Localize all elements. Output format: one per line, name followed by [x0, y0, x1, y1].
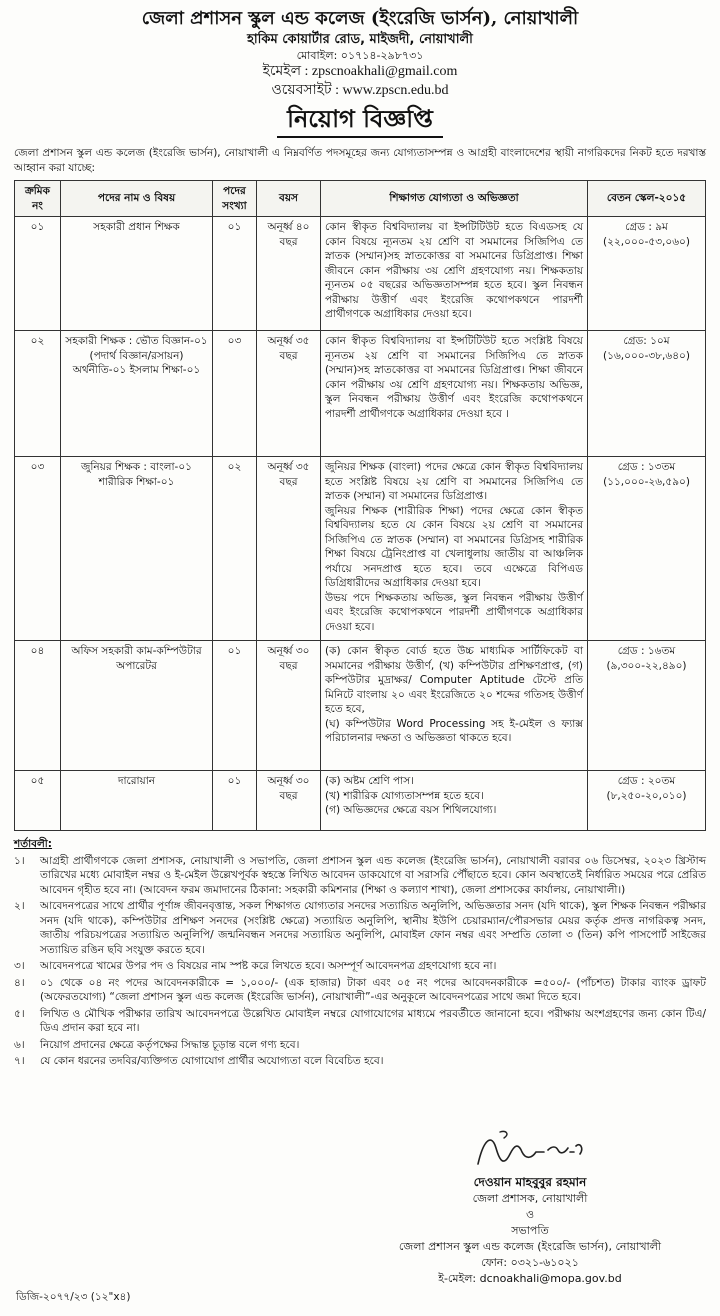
requirements-text: (ক) অষ্টম শ্রেণি পাস। — [325, 775, 414, 788]
signature-mark — [380, 1128, 680, 1174]
row-age: অনূর্ধ্ব ৩৫ বছর — [257, 457, 321, 641]
salary-grade: গ্রেড : ২০তম — [617, 775, 676, 788]
term-item — [14, 854, 706, 897]
term-item — [14, 976, 706, 1005]
requirements-text: জুনিয়র শিক্ষক (শারীরিক শিক্ষা) পদের ক্ষেত্রে কোন স্বীকৃত বিশ্ববিদ্যালয় হতে যে কোন বিষয়ে ২য় শ্রেণি বা সমমানের সিজিপিএ তে স্নাতক (সম্মান) বা সমমানের ডিগ্রিসহ শারীরিক শিক্ষা বিষয়ে ট্রেনিংপ্রাপ্ত বা খেলাধুলায় জাতীয় বা আঞ্চলিক পর্যায়ে সনদপ্রাপ্ত হতে হবে। তবে এক্ষেত্রে বিপিএড ডিগ্রিধারীদের অগ্রাধিকার দেওয়া হবে। — [325, 504, 583, 590]
term-number: ৭। — [14, 1055, 25, 1067]
signature-block — [380, 1128, 680, 1287]
row-sl: ০৫ — [15, 771, 61, 831]
term-text: যে কোন ধরনের তদবির/ব্যক্তিগত যোগাযোগ প্রার্থীর অযোগ্যতা বলে বিবেচিত হবে। — [40, 1055, 384, 1067]
row-age: অনূর্ধ্ব ৪০ বছর — [257, 217, 321, 331]
org-name: জেলা প্রশাসন স্কুল এন্ড কলেজ (ইংরেজি ভার্সন), নোয়াখালী — [141, 8, 579, 29]
signatory-institution: জেলা প্রশাসন স্কুল এন্ড কলেজ (ইংরেজি ভার্সন), নোয়াখালী — [398, 1240, 662, 1254]
row-requirements — [321, 457, 588, 641]
posts-table — [14, 180, 706, 831]
salary-grade: গ্রেড : ১৬তম — [617, 645, 676, 658]
term-number: ১। — [14, 854, 25, 867]
salary-scale: (২২,০০০-৫৩,০৬০) — [603, 235, 690, 248]
table-row — [15, 457, 706, 641]
row-salary — [588, 641, 706, 771]
org-email: ইমেইল : zpscnoakhali@gmail.com — [262, 64, 458, 80]
col-header-post: পদের নাম ও বিষয় — [61, 181, 213, 217]
salary-grade: গ্রেড: ১০ম — [623, 335, 670, 348]
org-website: ওয়েবসাইট : www.zpscn.edu.bd — [271, 82, 449, 98]
row-age: অনূর্ধ্ব ৩০ বছর — [257, 641, 321, 771]
requirements-text: জুনিয়র শিক্ষক (বাংলা) পদের ক্ষেত্রে কোন স্বীকৃত বিশ্ববিদ্যালয় হতে সংশ্লিষ্ট বিষয়ে ২য় শ্রেণি বা সমমানের সিজিপিএ তে স্নাতক (সম্মান) বা সমমানের ডিগ্রিপ্রাপ্ত। — [325, 461, 583, 503]
term-text: আগ্রহী প্রার্থীগণকে জেলা প্রশাসক, নোয়াখালী ও সভাপতি, জেলা প্রশাসন স্কুল এন্ড কলেজ (ইংরেজি ভার্সন), নোয়াখালী বরাবর ০৬ ডিসেম্বর, ২০২৩ খ্রিস্টাব্দ তারিখের মধ্যে মোবাইল নম্বর ও ই-মেইল উল্লেখপূর্বক স্বহস্তে লিখিত আবেদন ডাকযোগে বা সরাসরি পৌঁছাতে হবে। কোন অবস্থাতেই নির্ধারিত সময়ের পরে প্রেরিত আবেদন গৃহীত হবে না। (আবেদন ফরম জমাদানের ঠিকানা: সহকারী কমিশনার (শিক্ষা ও কল্যাণ শাখা), জেলা প্রশাসকের কার্যালয়, নোয়াখালী।) — [40, 854, 706, 896]
term-text: নিয়োগ প্রদানের ক্ষেত্রে কর্তৃপক্ষের সিদ্ধান্ত চূড়ান্ত বলে গণ্য হবে। — [40, 1038, 300, 1051]
print-code: ডিজি-২০৭৭/২৩ (১২"x৪) — [16, 1291, 131, 1303]
row-count: ০১ — [213, 771, 257, 831]
term-item — [14, 959, 706, 973]
row-requirements — [321, 217, 588, 331]
term-text: আবেদনপত্রে খামের উপর পদ ও বিষয়ের নাম স্পষ্ট করে লিখতে হবে। অসম্পূর্ণ আবেদনপত্র গ্রহণযোগ্য হবে না। — [40, 960, 497, 973]
table-row — [15, 217, 706, 331]
signatory-conj: ও — [525, 1208, 535, 1222]
row-post: অফিস সহকারী কাম-কম্পিউটার অপারেটর — [61, 641, 213, 771]
row-post: সহকারী শিক্ষক : ভৌত বিজ্ঞান-০১ (পদার্থ বিজ্ঞান/রসায়ন) অর্থনীতি-০১ ইসলাম শিক্ষা-০১ — [61, 331, 213, 457]
terms-section — [14, 837, 706, 1068]
term-number: ৬। — [14, 1038, 25, 1051]
term-number: ২। — [14, 900, 25, 913]
row-salary — [588, 771, 706, 831]
salary-scale: (৮,২৫০-২০,০১০) — [606, 789, 687, 802]
table-header-row — [15, 181, 706, 217]
term-text: আবেদনপত্রের সাথে প্রার্থীর পূর্ণাঙ্গ জীবনবৃত্তান্ত, সকল শিক্ষাগত যোগ্যতার সনদের সত্যায়িত অনুলিপি, অভিজ্ঞতার সনদ (যদি থাকে), স্কুল শিক্ষক নিবন্ধন পরীক্ষার সনদ (যদি থাকে), কম্পিউটার প্রশিক্ষণ সনদের (সংশ্লিষ্ট ক্ষেত্রে) সত্যায়িত অনুলিপি, স্থানীয় ইউপি চেয়ারম্যান/পৌরসভার মেয়র কর্তৃক প্রদত্ত নাগরিকত্ব সনদ, জাতীয় পরিচয়পত্রের সত্যায়িত অনুলিপি/ জন্মনিবন্ধন সনদের সত্যায়িত অনুলিপি, মোবাইল ফোন নম্বর এবং সম্প্রতি তোলা ৩ (তিন) কপি পাসপোর্ট সাইজের সত্যায়িত রঙিন ছবি সংযুক্ত করতে হবে। — [40, 900, 706, 956]
col-header-count: পদের সংখ্যা — [213, 181, 257, 217]
col-header-sl: ক্রমিক নং — [15, 181, 61, 217]
requirements-text: উভয় পদে শিক্ষকতায় অভিজ্ঞ, স্কুল নিবন্ধন পরীক্ষায় উত্তীর্ণ এবং ইংরেজি কথোপকথনে পারদর্শী প্রার্থীগণকে অগ্রাধিকার দেওয়া হবে। — [325, 591, 583, 633]
row-salary — [588, 457, 706, 641]
table-row — [15, 771, 706, 831]
salary-scale: (৯,৩০০-২২,৪৯০) — [606, 659, 687, 672]
row-salary — [588, 217, 706, 331]
signatory-designation: জেলা প্রশাসক, নোয়াখালী — [472, 1192, 588, 1206]
row-age: অনূর্ধ্ব ৩০ বছর — [257, 771, 321, 831]
row-count: ০১ — [213, 217, 257, 331]
term-text: লিখিত ও মৌখিক পরীক্ষার তারিখ আবেদনপত্রে উল্লেখিত মোবাইল নম্বরে যোগাযোগের মাধ্যমে পরবর্তীতে জানানো হবে। পরীক্ষায় অংশগ্রহণের জন্য কোন টিএ/ডিএ প্রদান করা হবে না। — [40, 1007, 706, 1035]
row-salary — [588, 331, 706, 457]
row-post: সহকারী প্রধান শিক্ষক — [61, 217, 213, 331]
table-row — [15, 641, 706, 771]
signatory-role: সভাপতি — [511, 1224, 549, 1238]
term-number: ৫। — [14, 1007, 25, 1020]
row-sl: ০১ — [15, 217, 61, 331]
salary-scale: (১৬,০০০-৩৮,৬৪০) — [603, 349, 690, 362]
handwritten-signature-icon — [470, 1128, 590, 1174]
term-number: ৪। — [14, 976, 25, 989]
term-item — [14, 1007, 706, 1036]
notice-title: নিয়োগ বিজ্ঞপ্তি — [277, 104, 443, 138]
col-header-requirements: শিক্ষাগত যোগ্যতা ও অভিজ্ঞতা — [321, 181, 588, 217]
col-header-salary: বেতন স্কেল-২০১৫ — [588, 181, 706, 217]
row-count: ০২ — [213, 457, 257, 641]
term-number: ৩। — [14, 960, 25, 973]
org-address: হাকিম কোয়ার্টার রোড, মাইজদী, নোয়াখালী — [247, 31, 473, 47]
term-item — [14, 1054, 706, 1068]
terms-title: শর্তাবলী: — [14, 838, 53, 851]
salary-grade: গ্রেড : ৯ম — [625, 221, 668, 234]
row-age: অনূর্ধ্ব ৩৫ বছর — [257, 331, 321, 457]
salary-grade: গ্রেড : ১৩তম — [617, 461, 676, 474]
table-row — [15, 331, 706, 457]
row-sl: ০২ — [15, 331, 61, 457]
term-item — [14, 1038, 706, 1052]
salary-scale: (১১,০০০-২৬,৫৯০) — [603, 475, 690, 488]
row-count: ০৩ — [213, 331, 257, 457]
requirements-text: (ঘ) কম্পিউটার Word Processing সহ ই-মেইল ও ফ্যাক্স পরিচালনার দক্ষতা ও অভিজ্ঞতা থাকতে হবে। — [325, 717, 583, 745]
header — [14, 0, 706, 100]
row-requirements — [321, 331, 588, 457]
requirements-text: (খ) শারীরিক যোগ্যতাসম্পন্ন হতে হবে। — [325, 789, 484, 802]
term-text: ০১ থেকে ০৪ নং পদের আবেদনকারীকে = ১,০০০/- (এক হাজার) টাকা এবং ০৫ নং পদের আবেদনকারীকে =৫০০/- (পাঁচশত) টাকার ব্যাংক ড্রাফট (অফেরতযোগ্য) “জেলা প্রশাসন স্কুল এন্ড কলেজ (ইংরেজি ভার্সন), নোয়াখালী”-এর অনুকূলে আবেদনপত্রের সাথে জমা দিতে হবে। — [40, 976, 706, 1004]
row-post: দারোয়ান — [61, 771, 213, 831]
row-count: ০১ — [213, 641, 257, 771]
signatory-name: দেওয়ান মাহবুবুর রহমান — [473, 1175, 587, 1189]
signatory-email: ই-মেইল: dcnoakhali@mopa.gov.bd — [438, 1272, 622, 1286]
requirements-text: কোন স্বীকৃত বিশ্ববিদ্যালয় বা ইন্সটিটিউট হতে বিএডসহ যে কোন বিষয়ে ন্যূনতম ২য় শ্রেণি বা সমমানের সিজিপিএ তে স্নাতক (সম্মান)সহ স্নাতকোত্তর বা সমমানের ডিগ্রিপ্রাপ্ত। শিক্ষা জীবনে কোন পরীক্ষায় ৩য় শ্রেণি গ্রহণযোগ্য নয়। শিক্ষকতায় ন্যূনতম ০৫ বছরের অভিজ্ঞতাসম্পন্ন হতে হবে। স্কুল নিবন্ধন পরীক্ষায় উত্তীর্ণ এবং ইংরেজি কথোপকথনে পারদর্শী প্রার্থীগণকে অগ্রাধিকার দেওয়া হবে। — [325, 221, 583, 321]
row-requirements — [321, 641, 588, 771]
term-item — [14, 899, 706, 957]
row-requirements — [321, 771, 588, 831]
title-wrap — [14, 104, 706, 138]
row-sl: ০৪ — [15, 641, 61, 771]
row-post: জুনিয়র শিক্ষক : বাংলা-০১ শারীরিক শিক্ষা-০১ — [61, 457, 213, 641]
signatory-phone: ফোন: ০৩২১-৬১০২১ — [481, 1256, 579, 1270]
intro-text: জেলা প্রশাসন স্কুল এন্ড কলেজ (ইংরেজি ভার্সন), নোয়াখালী এ নিম্নবর্ণিত পদসমূহের জন্য যোগ্যতাসম্পন্ন ও আগ্রহী বাংলাদেশের স্থায়ী নাগরিকদের নিকট হতে দরখাস্ত আহ্বান করা যাচ্ছে: — [14, 146, 706, 175]
requirements-text: (ক) কোন স্বীকৃত বোর্ড হতে উচ্চ মাধ্যমিক সার্টিফিকেট বা সমমানের পরীক্ষায় উত্তীর্ণ, (খ) কম্পিউটার প্রশিক্ষণপ্রাপ্ত, (গ) কম্পিউটার মুদ্রাক্ষর/ Computer Aptitude টেস্টে প্রতি মিনিটে বাংলায় ২০ এবং ইংরেজিতে ২০ শব্দের গতিসহ উত্তীর্ণ হতে হবে, — [325, 645, 583, 716]
requirements-text: কোন স্বীকৃত বিশ্ববিদ্যালয় বা ইন্সটিটিউট হতে সংশ্লিষ্ট বিষয়ে ন্যূনতম ২য় শ্রেণি বা সমমানের সিজিপিএ তে স্নাতক (সম্মান)সহ স্নাতকোত্তর বা সমমানের ডিগ্রিপ্রাপ্ত। শিক্ষা জীবনে কোন পরীক্ষায় ৩য় শ্রেণি গ্রহণযোগ্য নয়। শিক্ষকতায় অভিজ্ঞ, স্কুল নিবন্ধন পরীক্ষায় উত্তীর্ণ এবং ইংরেজি কথোপকথনে পারদর্শী প্রার্থীগণকে অগ্রাধিকার দেওয়া হবে । — [325, 335, 583, 420]
org-mobile: মোবাইল: ০১৭১৪-২৯৮৭৩১ — [296, 49, 424, 63]
col-header-age: বয়স — [257, 181, 321, 217]
requirements-text: (গ) অভিজ্ঞদের ক্ষেত্রে বয়স শিথিলযোগ্য। — [325, 804, 497, 817]
row-sl: ০৩ — [15, 457, 61, 641]
